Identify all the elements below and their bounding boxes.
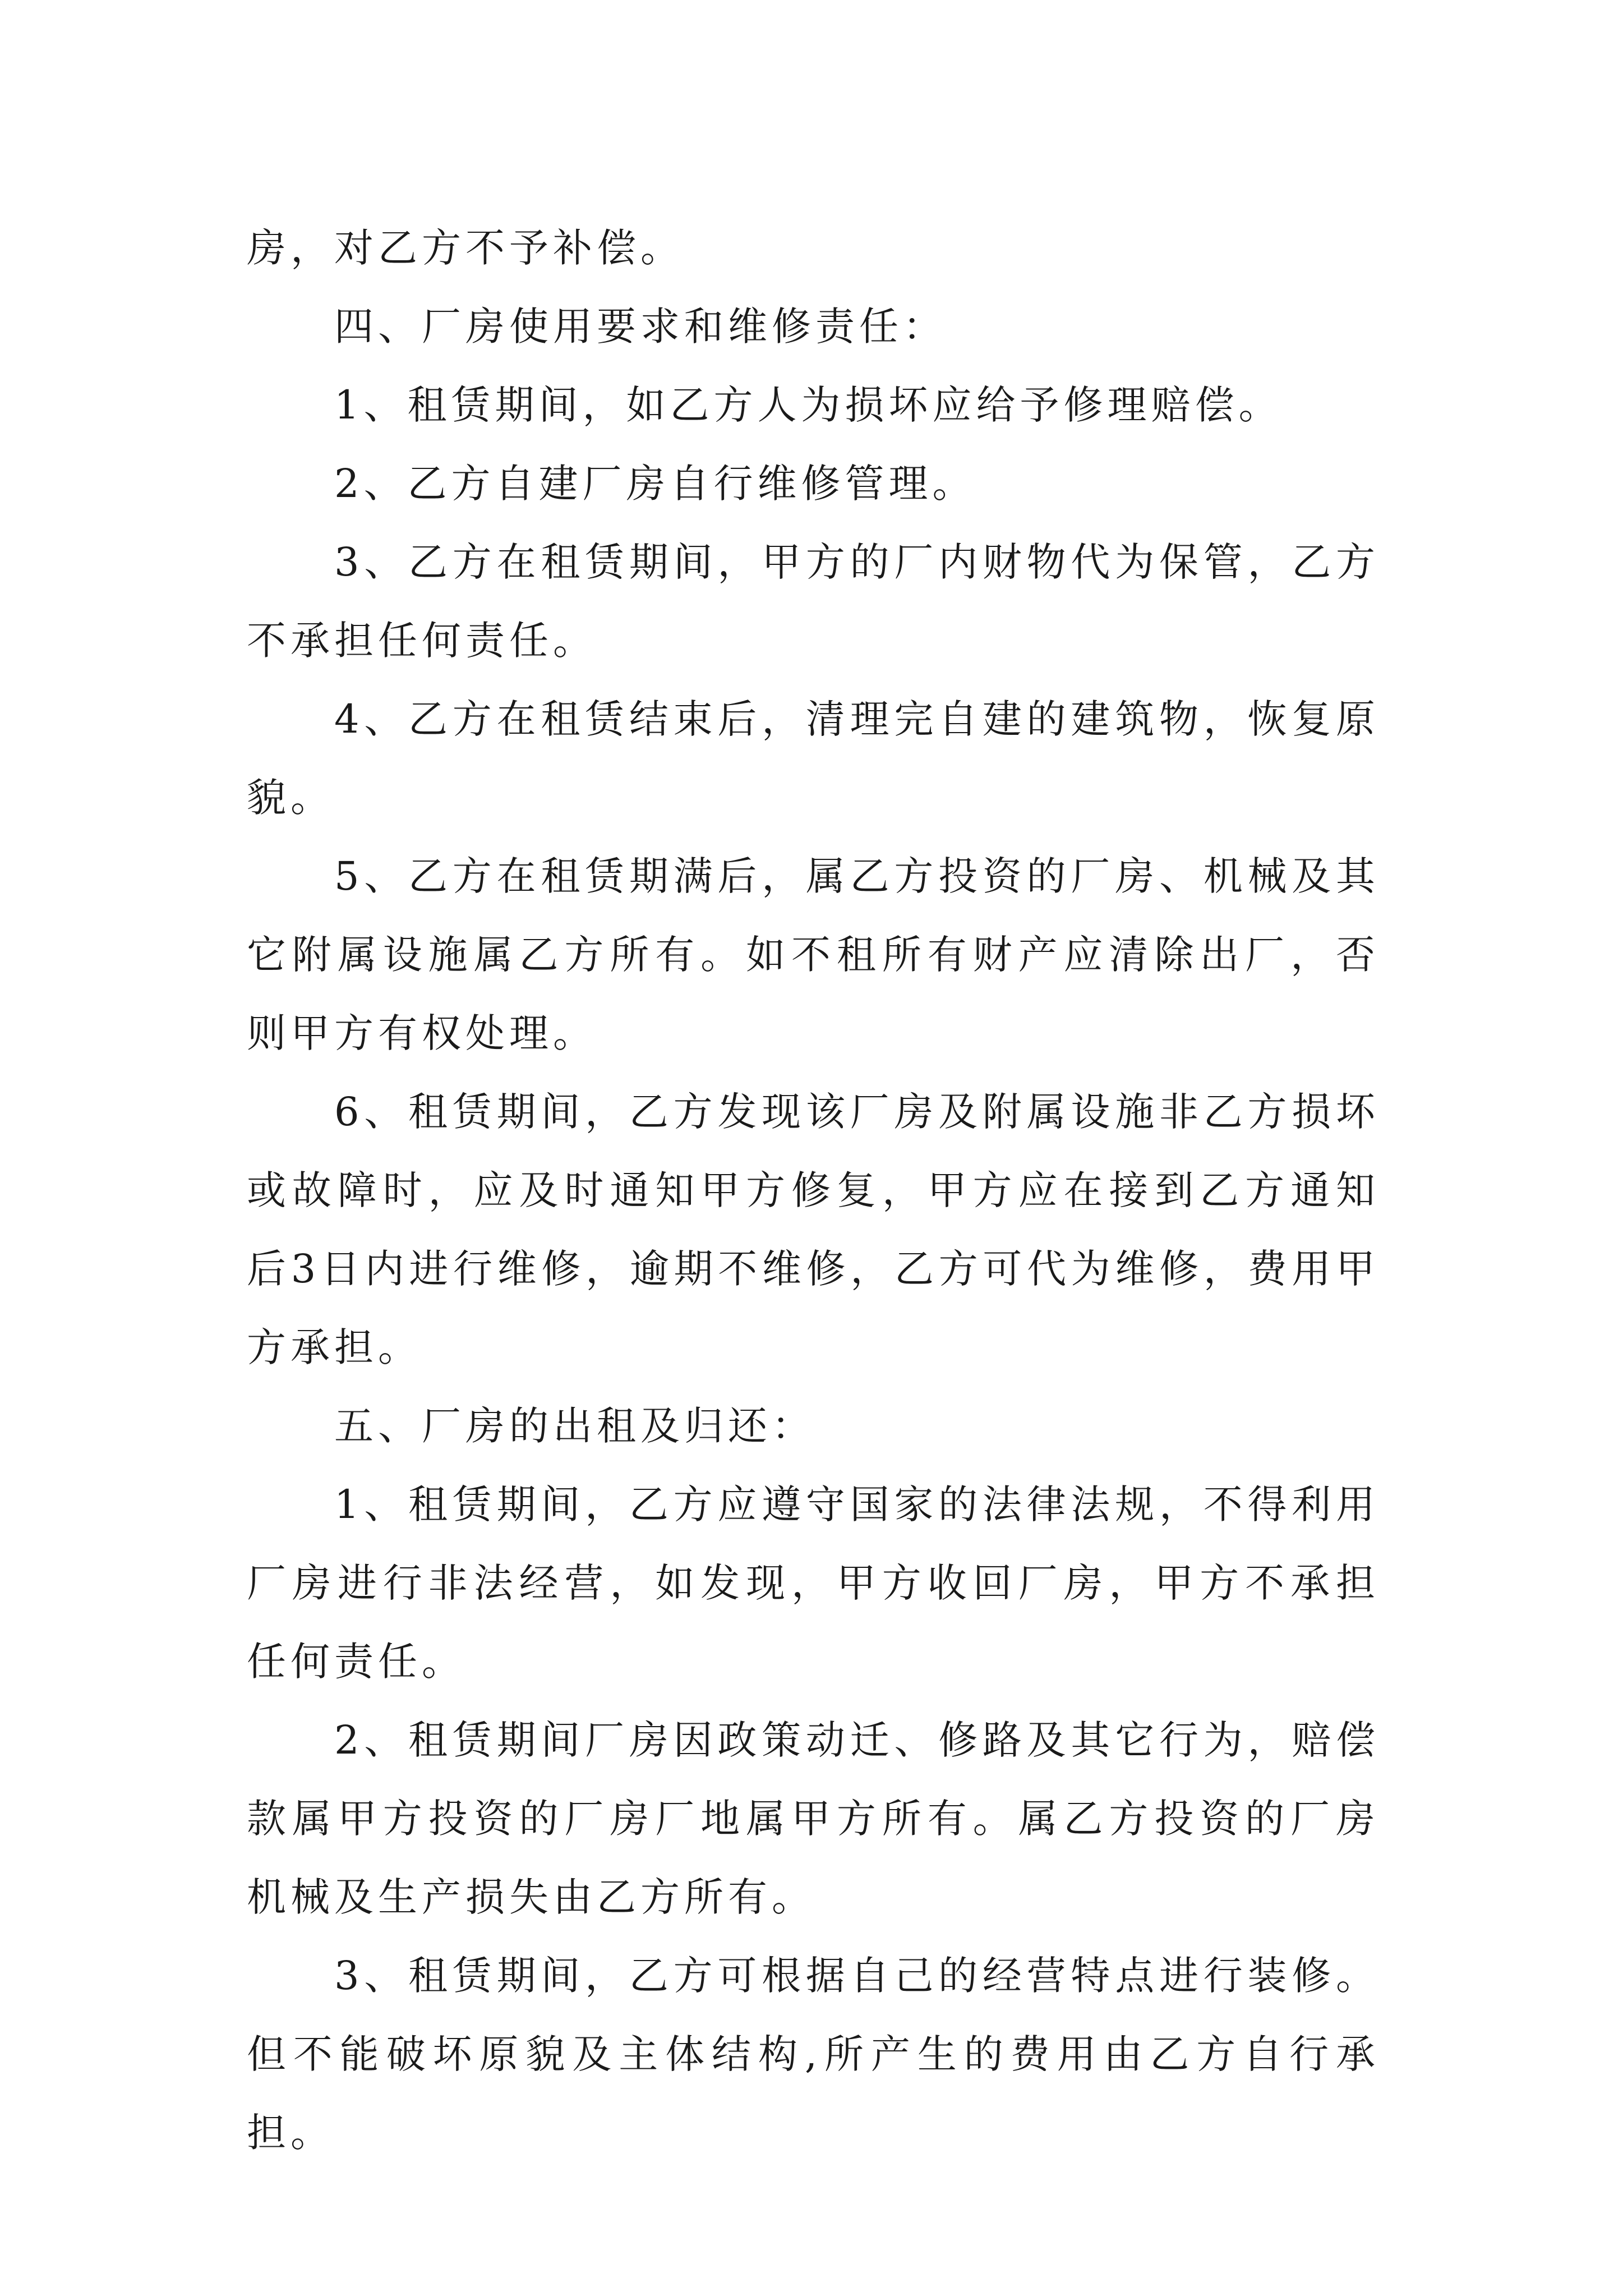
- clause-4-3: 3、乙方在租赁期间，甲方的厂内财物代为保管，乙方不承担任何责任。: [247, 539, 1380, 664]
- clause-4-5: 5、乙方在租赁期满后，属乙方投资的厂房、机械及其它附属设施属乙方所有。如不租所有财产应清除出厂，否则甲方有权处理。: [247, 853, 1380, 1056]
- clause-4-6: 6、租赁期间，乙方发现该厂房及附属设施非乙方损坏或故障时，应及时通知甲方修复，甲方应在接到乙方通知后3日内进行维修，逾期不维修，乙方可代为维修，费用甲方承担。: [247, 1089, 1380, 1370]
- clause-5-2: 2、租赁期间厂房因政策动迁、修路及其它行为，赔偿款属甲方投资的厂房厂地属甲方所有。属乙方投资的厂房机械及生产损失由乙方所有。: [247, 1717, 1380, 1920]
- document-body: [247, 209, 1380, 2172]
- section-heading-4: 四、厂房使用要求和维修责任：: [334, 303, 947, 349]
- section-heading-5: 五、厂房的出租及归还：: [334, 1403, 815, 1449]
- clause-4-4: 4、乙方在租赁结束后，清理完自建的建筑物，恢复原貌。: [247, 696, 1380, 821]
- clause-5-1: 1、租赁期间，乙方应遵守国家的法律法规，不得利用厂房进行非法经营，如发现，甲方收回厂房，甲方不承担任何责任。: [247, 1481, 1380, 1685]
- paragraph-continuation: 房，对乙方不予补偿。: [247, 225, 684, 271]
- clause-4-2: 2、乙方自建厂房自行维修管理。: [334, 461, 976, 507]
- clause-4-1: 1、租赁期间，如乙方人为损坏应给予修理赔偿。: [334, 382, 1283, 428]
- clause-5-3: 3、租赁期间，乙方可根据自己的经营特点进行装修。但不能破坏原貌及主体结构,所产生的费用由乙方自行承担。: [247, 1953, 1380, 2156]
